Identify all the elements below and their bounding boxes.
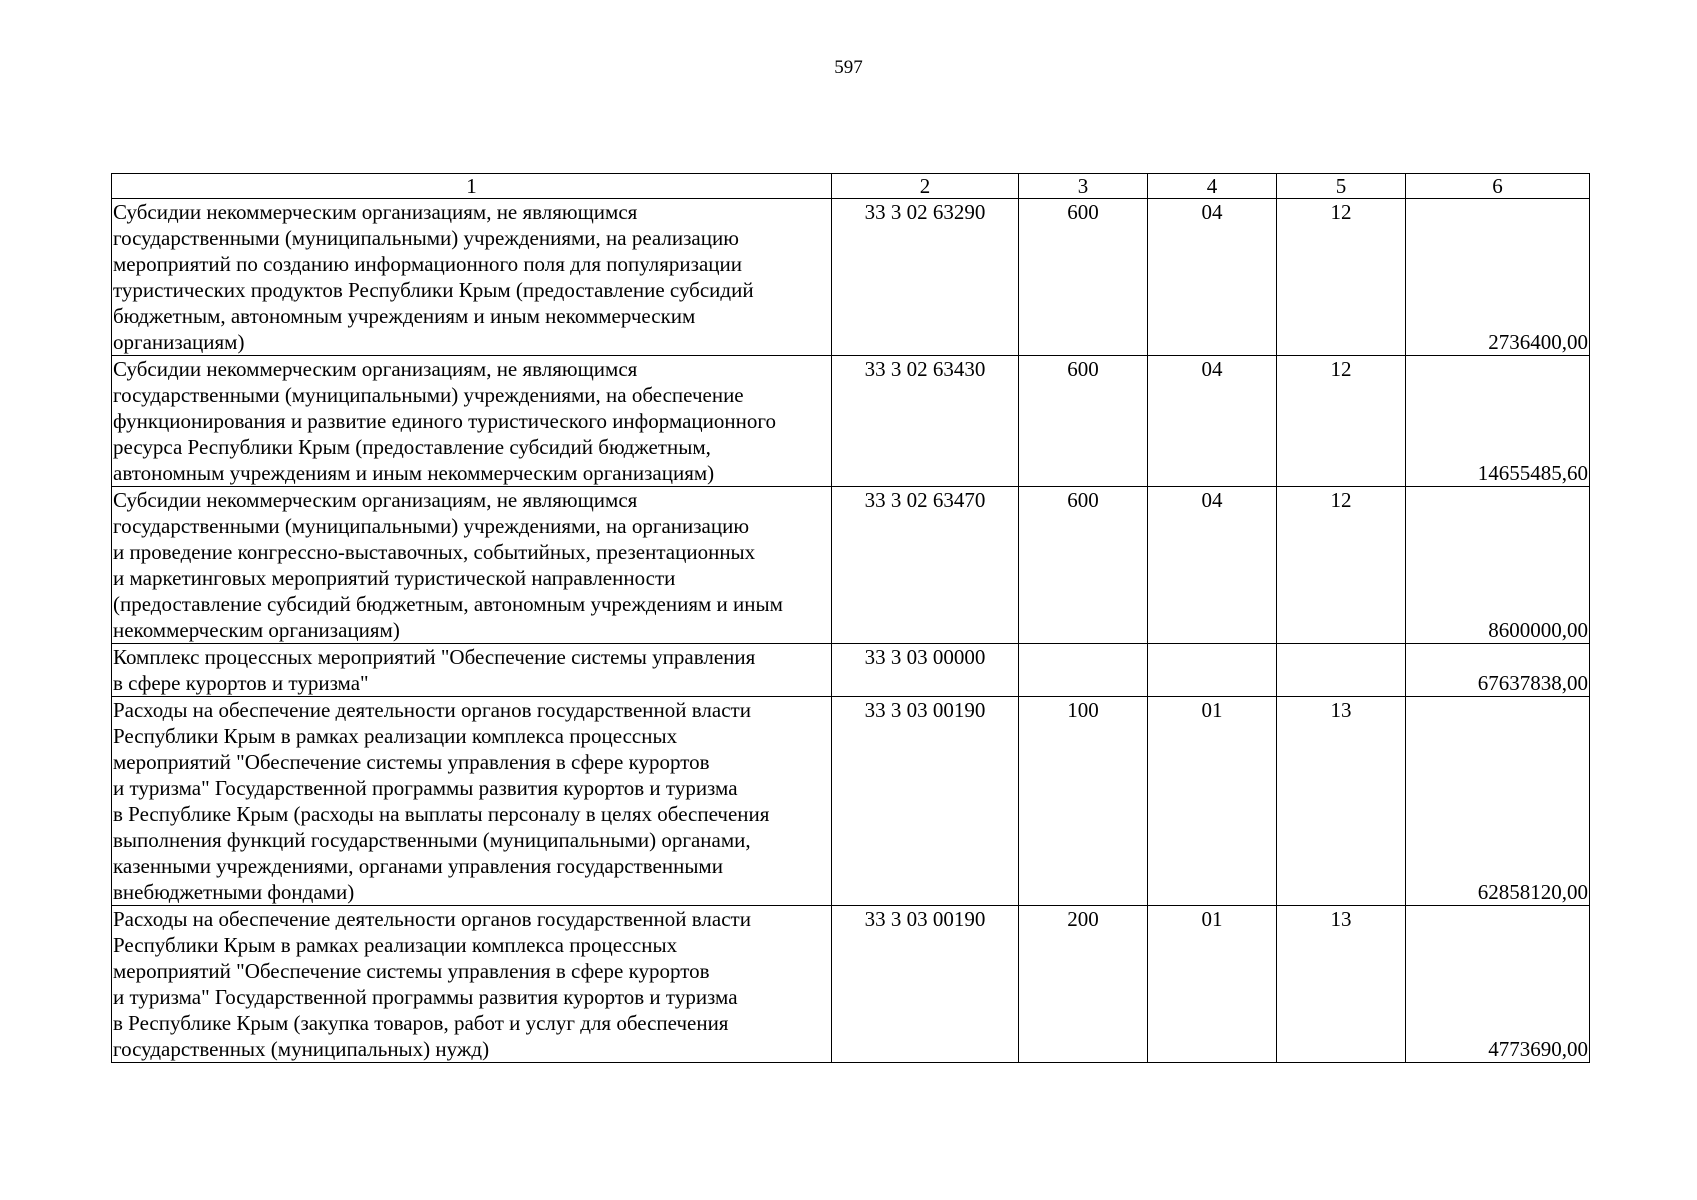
section-cell [1148,644,1277,697]
expense-name-line: и туризма" Государственной программы развития курортов и туризма [113,985,738,1009]
expense-name-line: Расходы на обеспечение деятельности органов государственной власти [113,907,751,931]
header-cell: 6 [1406,174,1590,199]
expense-name-line: Республики Крым в рамках реализации комплекса процессных [113,724,678,748]
subsection-cell: 12 [1277,199,1406,356]
subsection-cell: 12 [1277,487,1406,644]
expense-name-cell [112,697,832,906]
expense-name-line: государственными (муниципальными) учреждениями, на реализацию [113,226,739,250]
target-code-cell: 33 3 03 00190 [832,906,1019,1063]
expense-name-line: Субсидии некоммерческим организациям, не являющимся [113,357,638,381]
amount-cell: 62858120,00 [1406,697,1590,906]
expense-name-line: Республики Крым в рамках реализации комплекса процессных [113,933,678,957]
table-row [112,356,1590,487]
expense-name-line: Расходы на обеспечение деятельности органов государственной власти [113,698,751,722]
expense-name-line: государственными (муниципальными) учреждениями, на обеспечение [113,383,744,407]
subsection-cell: 12 [1277,356,1406,487]
expense-name-line: внебюджетными фондами) [113,880,355,904]
amount-cell: 2736400,00 [1406,199,1590,356]
expense-name-line: организациям) [113,330,245,354]
amount-cell: 14655485,60 [1406,356,1590,487]
section-cell: 04 [1148,199,1277,356]
table-row [112,644,1590,697]
expense-type-cell: 600 [1019,199,1148,356]
expense-name-line: (предоставление субсидий бюджетным, автономным учреждениям и иным [113,592,783,616]
expense-type-cell: 100 [1019,697,1148,906]
expense-type-cell: 200 [1019,906,1148,1063]
header-cell: 5 [1277,174,1406,199]
expense-type-cell: 600 [1019,487,1148,644]
table-row [112,199,1590,356]
expense-name-line: и маркетинговых мероприятий туристической направленности [113,566,676,590]
expense-name-line: и проведение конгрессно-выставочных, событийных, презентационных [113,540,756,564]
expense-type-cell [1019,644,1148,697]
subsection-cell: 13 [1277,697,1406,906]
table-row [112,697,1590,906]
amount-cell: 8600000,00 [1406,487,1590,644]
table-row [112,906,1590,1063]
expense-name-line: Субсидии некоммерческим организациям, не являющимся [113,488,638,512]
expense-name-cell [112,199,832,356]
expense-name-line: в сфере курортов и туризма" [113,671,369,695]
section-cell: 01 [1148,906,1277,1063]
target-code-cell: 33 3 02 63290 [832,199,1019,356]
expense-name-line: государственными (муниципальными) учреждениями, на организацию [113,514,750,538]
section-cell: 04 [1148,487,1277,644]
expense-name-line: мероприятий "Обеспечение системы управления в сфере курортов [113,750,710,774]
expense-name-line: в Республике Крым (закупка товаров, работ и услуг для обеспечения [113,1011,729,1035]
expense-name-line: бюджетным, автономным учреждениям и иным некоммерческим [113,304,696,328]
expense-name-cell [112,356,832,487]
expense-name-line: Субсидии некоммерческим организациям, не являющимся [113,200,638,224]
target-code-cell: 33 3 03 00190 [832,697,1019,906]
expense-name-line: выполнения функций государственными (муниципальными) органами, [113,828,751,852]
header-cell: 2 [832,174,1019,199]
expense-name-line: ресурса Республики Крым (предоставление субсидий бюджетным, [113,435,711,459]
expense-name-line: мероприятий "Обеспечение системы управления в сфере курортов [113,959,710,983]
header-cell: 4 [1148,174,1277,199]
target-code-cell: 33 3 02 63430 [832,356,1019,487]
subsection-cell: 13 [1277,906,1406,1063]
expense-name-line: функционирования и развитие единого туристического информационного [113,409,776,433]
expense-name-line: и туризма" Государственной программы развития курортов и туризма [113,776,738,800]
expense-name-line: некоммерческим организациям) [113,618,400,642]
expense-name-line: казенными учреждениями, органами управления государственными [113,854,723,878]
target-code-cell: 33 3 02 63470 [832,487,1019,644]
section-cell: 01 [1148,697,1277,906]
target-code-cell: 33 3 03 00000 [832,644,1019,697]
expense-name-cell [112,644,832,697]
amount-cell: 67637838,00 [1406,644,1590,697]
expense-type-cell: 600 [1019,356,1148,487]
expense-name-line: автономным учреждениям и иным некоммерческим организациям) [113,461,715,485]
expense-name-line: государственных (муниципальных) нужд) [113,1037,490,1061]
expense-name-cell [112,487,832,644]
amount-cell: 4773690,00 [1406,906,1590,1063]
expense-name-line: туристических продуктов Республики Крым (предоставление субсидий [113,278,754,302]
expense-name-line: Комплекс процессных мероприятий "Обеспечение системы управления [113,645,756,669]
table-header-row [112,174,1590,199]
page-number: 597 [834,57,863,78]
section-cell: 04 [1148,356,1277,487]
subsection-cell [1277,644,1406,697]
header-cell: 1 [112,174,832,199]
header-cell: 3 [1019,174,1148,199]
expense-name-line: мероприятий по созданию информационного поля для популяризации [113,252,743,276]
expense-name-cell [112,906,832,1063]
table-row [112,487,1590,644]
budget-table [111,173,1590,1063]
expense-name-line: в Республике Крым (расходы на выплаты персоналу в целях обеспечения [113,802,770,826]
